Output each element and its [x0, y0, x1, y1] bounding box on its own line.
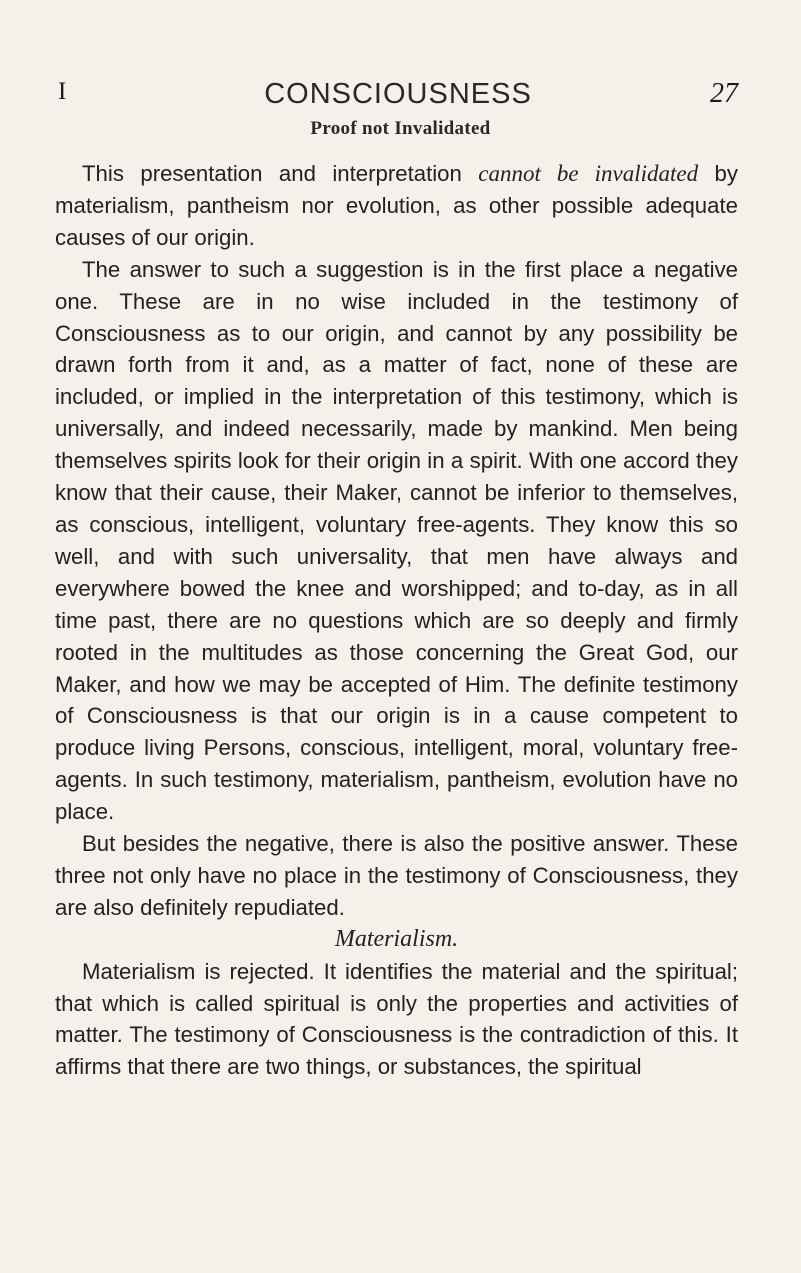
section-heading: Proof not Invalidated — [310, 118, 491, 139]
paragraph-4: Materialism is rejected. It identifies the material and the spiritual; that which is called spiritual is only the properties and activities of matter. The testimony of Consciousness is the contradiction of this. It affirms that there are two things, or substances, the spiritual — [55, 958, 738, 1080]
paragraph-3: But besides the negative, there is also the positive answer. These three not only have no place in the testimony of Consciousness, they are also definitely repudiated. — [55, 831, 738, 920]
subheading-materialism: Materialism. — [334, 925, 459, 952]
paragraph-1-start: This presentation and interpretation — [82, 161, 479, 186]
paragraph-1-emphasis: cannot be invalidated — [478, 161, 699, 186]
running-head — [58, 78, 738, 112]
chapter-number: I — [58, 78, 67, 105]
paragraph-1-end: by materialism, pantheism nor evolution, as other possible adequate causes of our origin. — [55, 161, 738, 250]
body-text — [55, 158, 738, 1083]
running-title: CONSCIOUSNESS — [264, 78, 532, 110]
paragraph-1 — [55, 158, 738, 254]
page-number: 27 — [710, 78, 738, 109]
paragraph-2: The answer to such a suggestion is in the first place a negative one. These are in no wise included in the testimony of Consciousness as to our origin, and cannot by any possibility be drawn forth from it and, as a matter of fact, none of these are included, or implied in the interpretation of this testimony, which is universally, and indeed necessarily, made by mankind. Men being themselves spirits look for their origin in a spirit. With one accord they know that their cause, their Maker, cannot be inferior to themselves, as conscious, intelligent, voluntary free-agents. They know this so well, and with such universality, that men have always and everywhere bowed the knee and worshipped; and to-day, as in all time past, there are no questions which are so deeply and firmly rooted in the multitudes as those concerning the Great God, our Maker, and how we may be accepted of Him. The definite testimony of Consciousness is that our origin is in a cause competent to produce living Persons, conscious, intelligent, moral, voluntary free-agents. In such testimony, materialism, pantheism, evolution have no place. — [55, 256, 738, 825]
